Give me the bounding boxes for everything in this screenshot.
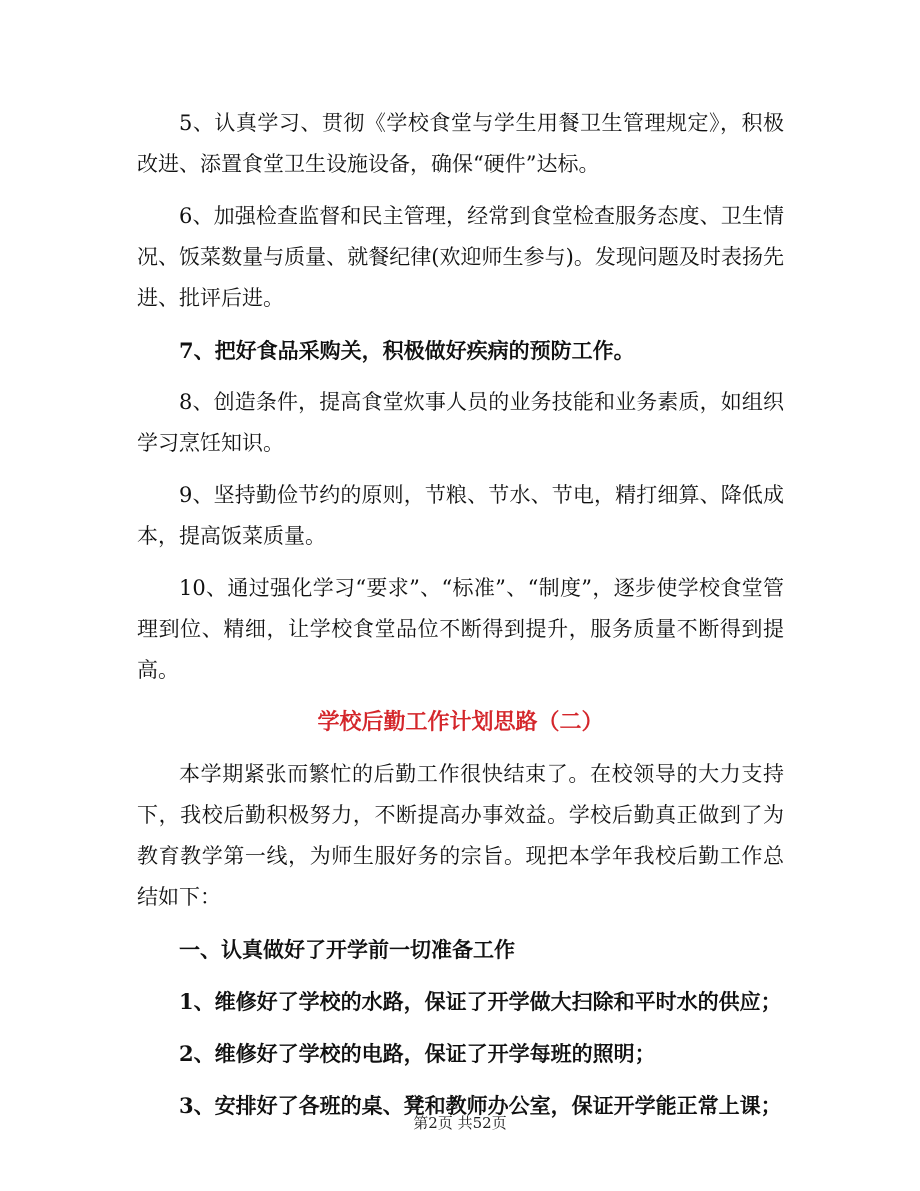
item-desks: 3、安排好了各班的桌、凳和教师办公室，保证开学能正常上课；	[179, 1093, 782, 1118]
item-electric: 2、维修好了学校的电路，保证了开学每班的照明；	[179, 1041, 656, 1066]
paragraph-8: 8、创造条件，提高食堂炊事人员的业务技能和业务素质，如组织学习烹饪知识。	[137, 390, 784, 455]
paragraph-7: 7、把好食品采购关，积极做好疾病的预防工作。	[179, 338, 635, 363]
item-water: 1、维修好了学校的水路，保证了开学做大扫除和平时水的供应；	[179, 989, 782, 1014]
document-body	[137, 103, 784, 1137]
intro-paragraph: 本学期紧张而繁忙的后勤工作很快结束了。在校领导的大力支持下，我校后勤积极努力，不断提高办事效益。学校后勤真正做到了为教育教学第一线，为师生服好务的宗旨。现把本学年我校后勤工作总结如下：	[137, 762, 784, 909]
section-title: 学校后勤工作计划思路（二）	[317, 709, 604, 735]
paragraph-9: 9、坚持勤俭节约的原则，节粮、节水、节电，精打细算、降低成本，提高饭菜质量。	[137, 483, 784, 548]
paragraph-10: 10、通过强化学习“要求”、“标准”、“制度”，逐步使学校食堂管理到位、精细，让学校食堂品位不断得到提升，服务质量不断得到提高。	[137, 576, 784, 682]
page-footer: 第2页 共52页	[413, 1114, 507, 1132]
paragraph-6: 6、加强检查监督和民主管理，经常到食堂检查服务态度、卫生情况、饭菜数量与质量、就餐纪律(欢迎师生参与)。发现问题及时表扬先进、批评后进。	[137, 204, 784, 310]
subheading-preparation: 一、认真做好了开学前一切准备工作	[179, 937, 515, 962]
paragraph-5: 5、认真学习、贯彻《学校食堂与学生用餐卫生管理规定》，积极改进、添置食堂卫生设施设备，确保“硬件”达标。	[137, 111, 784, 176]
